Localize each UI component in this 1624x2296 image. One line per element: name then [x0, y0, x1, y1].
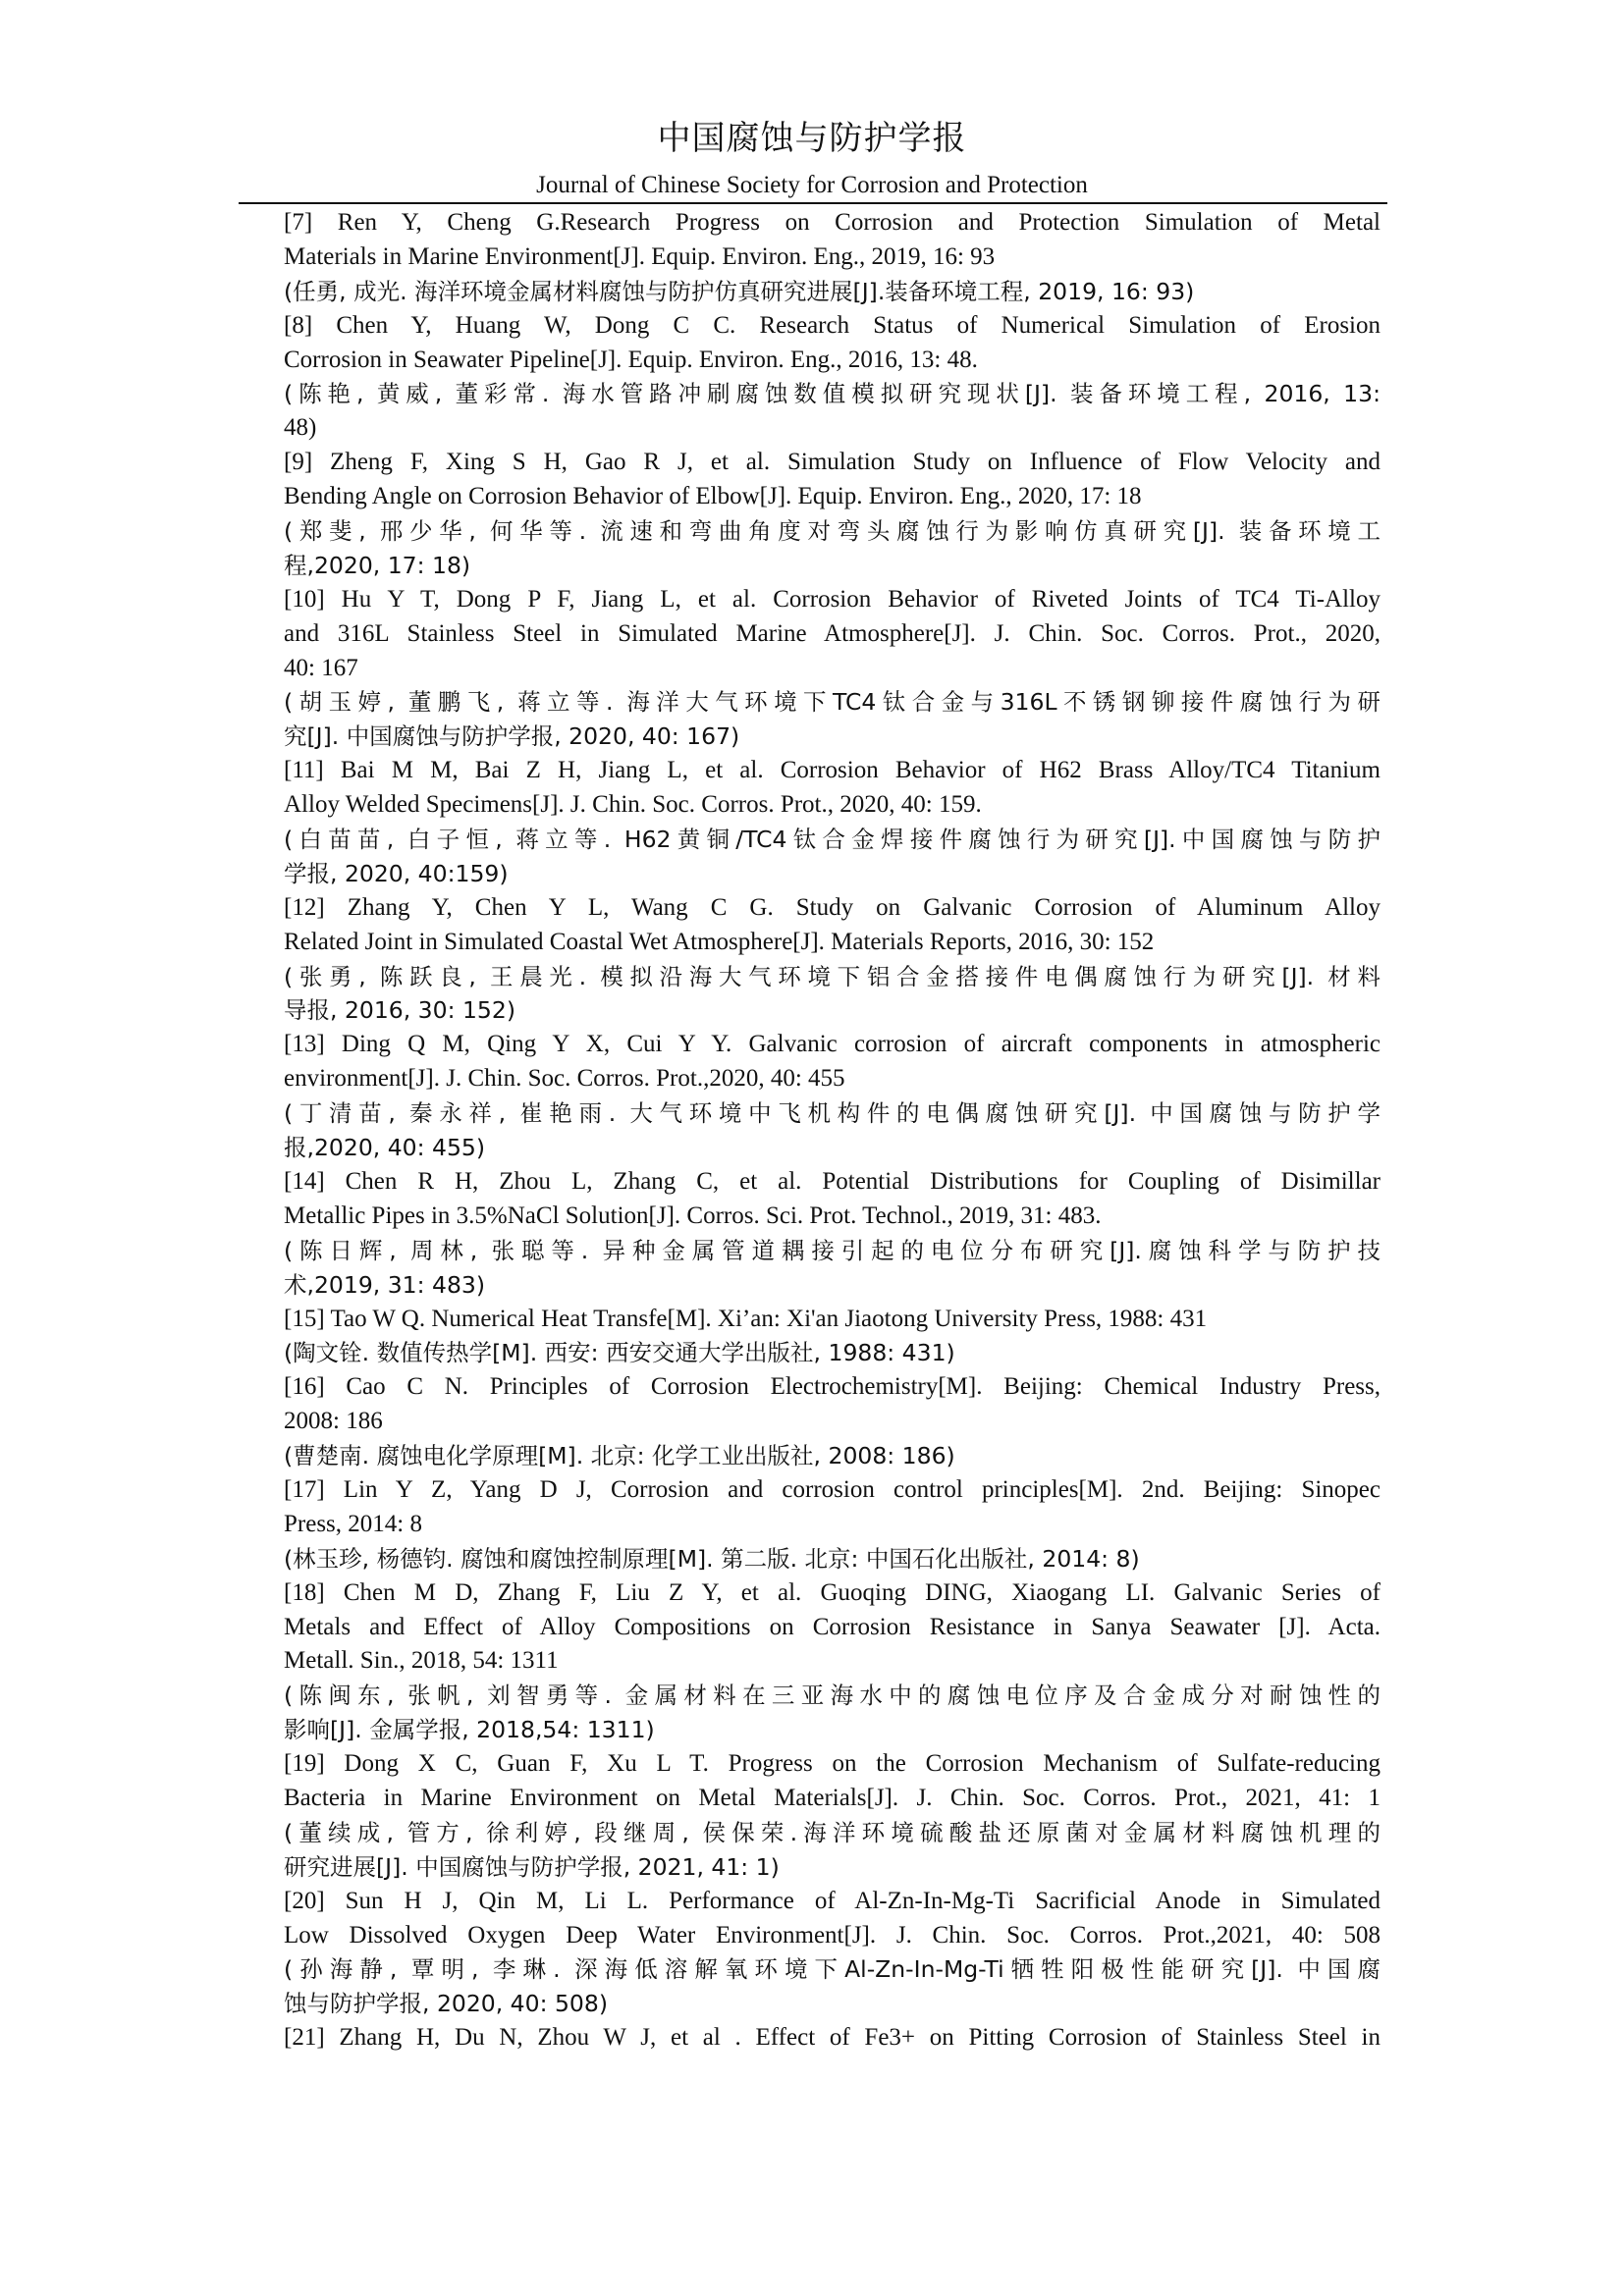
reference-line: Metall. Sin., 2018, 54: 1311: [284, 1647, 559, 1675]
reference-line: [15] Tao W Q. Numerical Heat Transfe[M]. Xi’an: Xi'an Jiaotong University Press, 1988: 431: [284, 1305, 1208, 1332]
reference-line: [13] Ding Q M, Qing Y X, Cui Y Y. Galvanic corrosion of aircraft components in atmospheric: [284, 1031, 1380, 1058]
reference-line: (郑斐, 邢少华, 何华等. 流速和弯曲角度对弯头腐蚀行为影响仿真研究[J]. 装备环境工: [284, 517, 1380, 546]
reference-line: (张勇, 陈跃良, 王晨光. 模拟沿海大气环境下铝合金搭接件电偶腐蚀行为研究[J]. 材料: [284, 962, 1380, 990]
page-header: [0, 116, 1624, 202]
reference-line: 影响[J]. 金属学报, 2018,54: 1311): [284, 1716, 655, 1744]
reference-line: [10] Hu Y T, Dong P F, Jiang L, et al. Corrosion Behavior of Riveted Joints of TC4 Ti-Alloy: [284, 585, 1380, 613]
reference-line: 报,2020, 40: 455): [284, 1134, 486, 1162]
reference-line: 40: 167: [284, 654, 358, 681]
reference-line: (胡玉婷, 董鹏飞, 蒋立等. 海洋大气环境下TC4钛合金与316L不锈钢铆接件腐蚀行为研: [284, 688, 1380, 717]
reference-line: 学报, 2020, 40:159): [284, 859, 509, 887]
reference-line: 48): [284, 414, 317, 442]
reference-line: [19] Dong X C, Guan F, Xu L T. Progress on the Corrosion Mechanism of Sulfate-reducing: [284, 1750, 1380, 1778]
reference-line: [18] Chen M D, Zhang F, Liu Z Y, et al. Guoqing DING, Xiaogang LI. Galvanic Series of: [284, 1578, 1380, 1606]
reference-line: (孙海静, 覃明, 李琳. 深海低溶解氧环境下Al-Zn-In-Mg-Ti牺牲阳极性能研究[J]. 中国腐: [284, 1955, 1380, 1984]
reference-line: [14] Chen R H, Zhou L, Zhang C, et al. Potential Distributions for Coupling of Disimillar: [284, 1167, 1380, 1195]
reference-line: (林玉珍, 杨德钧. 腐蚀和腐蚀控制原理[M]. 第二版. 北京: 中国石化出版社, 2014: 8): [284, 1544, 1140, 1573]
reference-line: (陈闽东, 张帆, 刘智勇等. 金属材料在三亚海水中的腐蚀电位序及合金成分对耐蚀性的: [284, 1682, 1380, 1710]
reference-line: 导报, 2016, 30: 152): [284, 996, 515, 1025]
reference-line: (任勇, 成光. 海洋环境金属材料腐蚀与防护仿真研究进展[J].装备环境工程, 2019, 16: 93): [284, 277, 1195, 305]
reference-line: and 316L Stainless Steel in Simulated Marine Atmosphere[J]. J. Chin. Soc. Corros. Prot., 2020,: [284, 619, 1380, 647]
reference-line: Materials in Marine Environment[J]. Equip. Environ. Eng., 2019, 16: 93: [284, 242, 996, 270]
reference-line: Bending Angle on Corrosion Behavior of Elbow[J]. Equip. Environ. Eng., 2020, 17: 18: [284, 483, 1142, 510]
reference-line: 术,2019, 31: 483): [284, 1270, 486, 1299]
reference-line: (白苗苗, 白子恒, 蒋立等. H62黄铜/TC4钛合金焊接件腐蚀行为研究[J].中国腐蚀与防护: [284, 826, 1380, 854]
reference-line: 蚀与防护学报, 2020, 40: 508): [284, 1990, 608, 2018]
reference-line: (董续成, 管方, 徐利婷, 段继周, 侯保荣.海洋环境硫酸盐还原菌对金属材料腐蚀机理的: [284, 1818, 1380, 1846]
reference-line: (陈艳, 黄威, 董彩常. 海水管路冲刷腐蚀数值模拟研究现状[J]. 装备环境工程, 2016, 13:: [284, 380, 1380, 408]
reference-line: (陈日辉, 周林, 张聪等. 异种金属管道耦接引起的电位分布研究[J].腐蚀科学与防护技: [284, 1236, 1380, 1264]
reference-line: [16] Cao C N. Principles of Corrosion Electrochemistry[M]. Beijing: Chemical Industry Press,: [284, 1373, 1380, 1401]
reference-line: 2008: 186: [284, 1408, 383, 1435]
reference-line: Press, 2014: 8: [284, 1510, 422, 1537]
reference-line: environment[J]. J. Chin. Soc. Corros. Prot.,2020, 40: 455: [284, 1065, 845, 1093]
reference-line: 研究进展[J]. 中国腐蚀与防护学报, 2021, 41: 1): [284, 1852, 780, 1881]
reference-line: [17] Lin Y Z, Yang D J, Corrosion and corrosion control principles[M]. 2nd. Beijing: Sinopec: [284, 1475, 1380, 1503]
reference-line: Low Dissolved Oxygen Deep Water Environment[J]. J. Chin. Soc. Corros. Prot.,2021, 40: 508: [284, 1921, 1380, 1949]
reference-list: [284, 206, 1380, 2056]
reference-line: 究[J]. 中国腐蚀与防护学报, 2020, 40: 167): [284, 722, 740, 751]
reference-line: [20] Sun H J, Qin M, Li L. Performance of Al-Zn-In-Mg-Ti Sacrificial Anode in Simulated: [284, 1887, 1380, 1914]
reference-line: Corrosion in Seawater Pipeline[J]. Equip. Environ. Eng., 2016, 13: 48.: [284, 346, 978, 373]
reference-line: Bacteria in Marine Environment on Metal Materials[J]. J. Chin. Soc. Corros. Prot., 2021, 41: 1: [284, 1784, 1380, 1811]
reference-line: Alloy Welded Specimens[J]. J. Chin. Soc. Corros. Prot., 2020, 40: 159.: [284, 791, 982, 819]
reference-line: (丁清苗, 秦永祥, 崔艳雨. 大气环境中飞机构件的电偶腐蚀研究[J]. 中国腐蚀与防护学: [284, 1099, 1380, 1128]
reference-line: [21] Zhang H, Du N, Zhou W J, et al . Effect of Fe3+ on Pitting Corrosion of Stainless Steel in: [284, 2024, 1380, 2052]
reference-line: [11] Bai M M, Bai Z H, Jiang L, et al. Corrosion Behavior of H62 Brass Alloy/TC4 Titanium: [284, 757, 1380, 784]
reference-line: (曹楚南. 腐蚀电化学原理[M]. 北京: 化学工业出版社, 2008: 186): [284, 1442, 955, 1470]
header-rule: [239, 202, 1387, 204]
journal-title-cn: 中国腐蚀与防护学报: [657, 119, 967, 158]
reference-line: [12] Zhang Y, Chen Y L, Wang C G. Study on Galvanic Corrosion of Aluminum Alloy: [284, 893, 1380, 921]
reference-line: (陶文铨. 数值传热学[M]. 西安: 西安交通大学出版社, 1988: 431): [284, 1339, 955, 1367]
reference-line: [9] Zheng F, Xing S H, Gao R J, et al. Simulation Study on Influence of Flow Velocity and: [284, 449, 1380, 476]
reference-line: Metallic Pipes in 3.5%NaCl Solution[J]. Corros. Sci. Prot. Technol., 2019, 31: 483.: [284, 1201, 1102, 1229]
reference-line: [7] Ren Y, Cheng G.Research Progress on Corrosion and Protection Simulation of Metal: [284, 209, 1380, 236]
reference-line: Metals and Effect of Alloy Compositions on Corrosion Resistance in Sanya Seawater [J]. Acta.: [284, 1613, 1380, 1640]
reference-line: [8] Chen Y, Huang W, Dong C C. Research Status of Numerical Simulation of Erosion: [284, 311, 1380, 339]
journal-title-en: Journal of Chinese Society for Corrosion and Protection: [536, 172, 1088, 198]
reference-line: Related Joint in Simulated Coastal Wet Atmosphere[J]. Materials Reports, 2016, 30: 152: [284, 928, 1155, 955]
reference-line: 程,2020, 17: 18): [284, 551, 471, 579]
